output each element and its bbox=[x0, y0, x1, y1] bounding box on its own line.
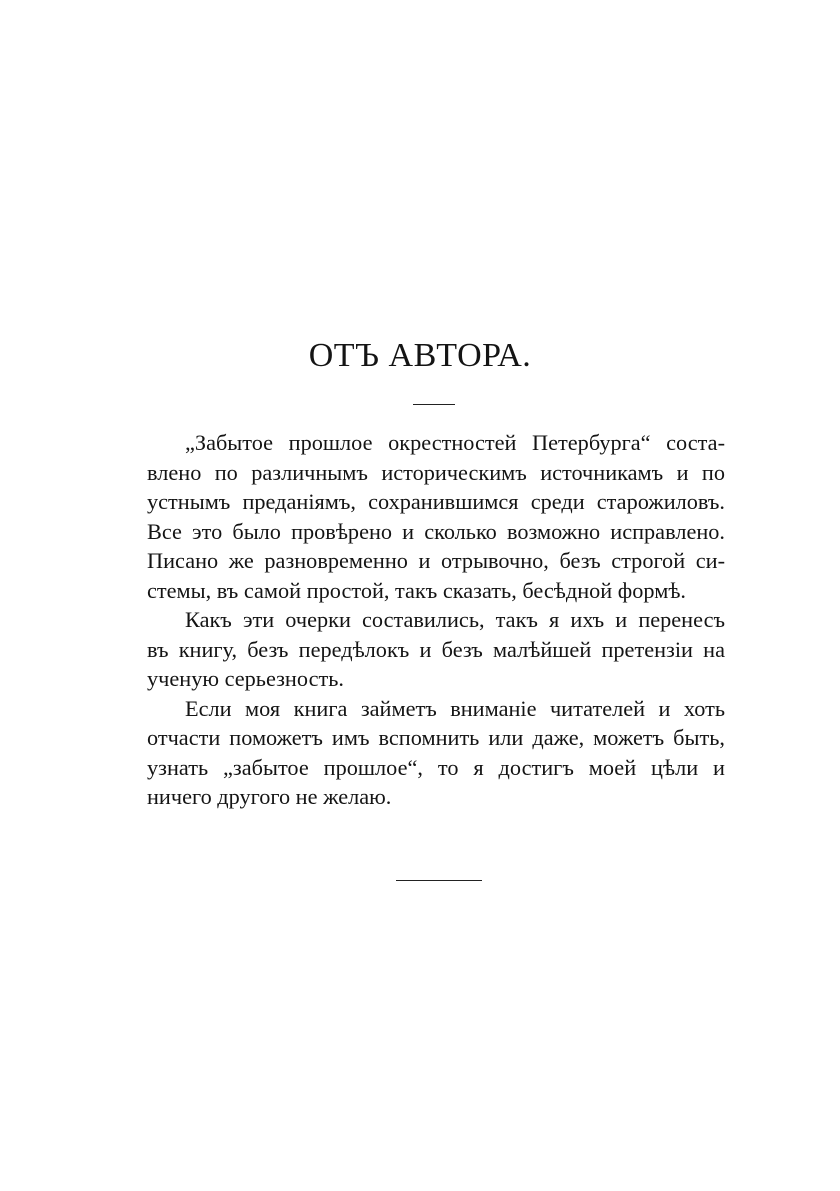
paragraph-2 bbox=[147, 605, 725, 694]
text-line: ученую серьезность. bbox=[147, 666, 344, 691]
text-line: Все это было провѣрено и сколько возможно исправлено. bbox=[147, 518, 725, 544]
text-line: Писано же разновременно и отрывочно, безъ строгой си- bbox=[147, 548, 725, 573]
paragraph-3 bbox=[147, 694, 725, 812]
text-line: въ книгу, безъ передѣлокъ и безъ малѣйшей претензіи на bbox=[147, 636, 725, 662]
title-divider bbox=[413, 404, 455, 405]
preface-text bbox=[147, 428, 725, 812]
text-line: стемы, въ самой простой, такъ сказать, бесѣдной формѣ. bbox=[147, 577, 687, 603]
end-divider bbox=[396, 880, 482, 881]
text-line: влено по различнымъ историческимъ источникамъ и по bbox=[147, 459, 725, 485]
text-line: „Забытое прошлое окрестностей Петербурга“ соста- bbox=[185, 430, 725, 455]
text-line: ничего другого не желаю. bbox=[147, 784, 392, 809]
text-line: Какъ эти очерки составились, такъ я ихъ и перенесъ bbox=[185, 607, 725, 632]
text-line: Если моя книга займетъ вниманіе читателей и хоть bbox=[185, 695, 725, 721]
page-title: ОТЪ АВТОРА. bbox=[308, 337, 532, 374]
text-line: устнымъ преданіямъ, сохранившимся среди старожиловъ. bbox=[147, 489, 725, 514]
text-line: узнать „забытое прошлое“, то я достигъ моей цѣли и bbox=[147, 754, 725, 780]
text-line: отчасти поможетъ имъ вспомнить или даже, можетъ быть, bbox=[147, 725, 725, 750]
paragraph-1 bbox=[147, 428, 725, 605]
